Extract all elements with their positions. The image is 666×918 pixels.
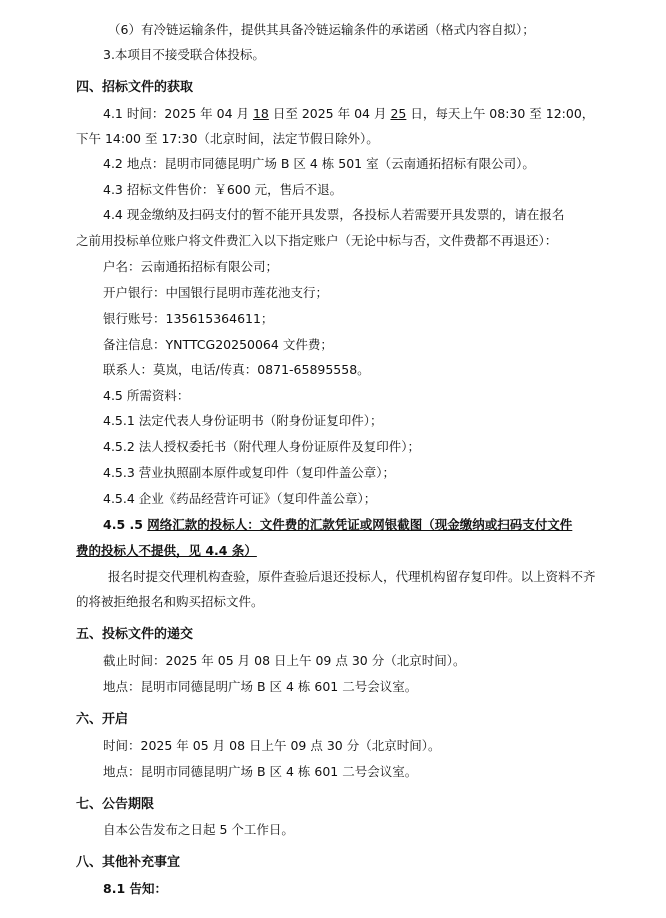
material-item-5-number: 4.5 .5 [103, 517, 148, 532]
payment-note-line1: 4.4 现金缴纳及扫码支付的暂不能开具发票，各投标人若需要开具发票的，请在报名 [103, 207, 565, 222]
verification-note-line2: 的将被拒绝报名和购买招标文件。 [76, 594, 264, 609]
acquisition-time-line2: 下午 14:00 至 17:30（北京时间，法定节假日除外）。 [76, 131, 379, 146]
material-item-3: 4.5.3 营业执照副本原件或复印件（复印件盖公章）； [103, 465, 396, 480]
acquisition-time-b: 日至 2025 年 04 月 [268, 106, 391, 121]
section-8-heading: 八、其他补充事宜 [76, 855, 181, 870]
contact-info: 联系人：莫岚，电话/传真：0871-65895558。 [103, 362, 370, 377]
section-6-heading: 六、开启 [76, 712, 129, 727]
account-number: 银行账号：135615364611； [103, 311, 274, 326]
payment-note-line2: 之前用投标单位账户将文件费汇入以下指定账户（无论中标与否，文件费都不再退还）： [76, 233, 558, 248]
announcement-period: 自本公告发布之日起 5 个工作日。 [103, 822, 294, 837]
material-item-1: 4.5.1 法定代表人身份证明书（附身份证复印件）； [103, 413, 383, 428]
submission-place: 地点：昆明市同德昆明广场 B 区 4 栋 601 二号会议室。 [103, 679, 418, 694]
section-5-heading: 五、投标文件的递交 [76, 627, 194, 642]
opening-place: 地点：昆明市同德昆明广场 B 区 4 栋 601 二号会议室。 [103, 764, 418, 779]
material-item-5-text-line2: 费的投标人不提供，见 4.4 条） [76, 543, 257, 558]
material-item-2: 4.5.2 法人授权委托书（附代理人身份证原件及复印件）； [103, 439, 421, 454]
section-7-heading: 七、公告期限 [76, 797, 155, 812]
material-item-5-text: 网络汇款的投标人：文件费的汇款凭证或网银截图（现金缴纳或扫码支付文件 [147, 517, 573, 532]
account-name: 户名：云南通拓招标有限公司； [103, 259, 279, 274]
verification-note-line1: 报名时提交代理机构查验，原件查验后退还投标人，代理机构留存复印件。以上资料不齐 [108, 569, 596, 584]
section-4-heading: 四、招标文件的获取 [76, 80, 194, 95]
cold-chain-requirement: （6）有冷链运输条件，提供其具备冷链运输条件的承诺函（格式内容自拟）； [108, 22, 535, 37]
acquisition-start-day: 18 [252, 106, 269, 121]
bank-name: 开户银行：中国银行昆明市莲花池支行； [103, 285, 329, 300]
material-item-5 [103, 516, 648, 534]
acquisition-end-day: 25 [390, 106, 407, 121]
acquisition-time-c: 日，每天上午 08:30 至 12:00， [406, 106, 595, 121]
acquisition-time [103, 105, 648, 123]
acquisition-time-a: 4.1 时间：2025 年 04 月 [103, 106, 253, 121]
remark-info: 备注信息：YNTTCG20250064 文件费； [103, 337, 333, 352]
no-consortium-note: 3.本项目不接受联合体投标。 [103, 47, 265, 62]
materials-heading: 4.5 所需资料： [103, 388, 190, 403]
acquisition-place: 4.2 地点：昆明市同德昆明广场 B 区 4 栋 501 室（云南通拓招标有限公司）。 [103, 156, 535, 171]
document-price: 4.3 招标文件售价：￥600 元，售后不退。 [103, 182, 343, 197]
notice-subheading: 8.1 告知： [103, 881, 167, 896]
submission-deadline: 截止时间：2025 年 05 月 08 日上午 09 点 30 分（北京时间）。 [103, 653, 466, 668]
material-item-4: 4.5.4 企业《药品经营许可证》（复印件盖公章）； [103, 491, 377, 506]
opening-time: 时间：2025 年 05 月 08 日上午 09 点 30 分（北京时间）。 [103, 738, 441, 753]
material-item-5-line2 [76, 542, 646, 560]
